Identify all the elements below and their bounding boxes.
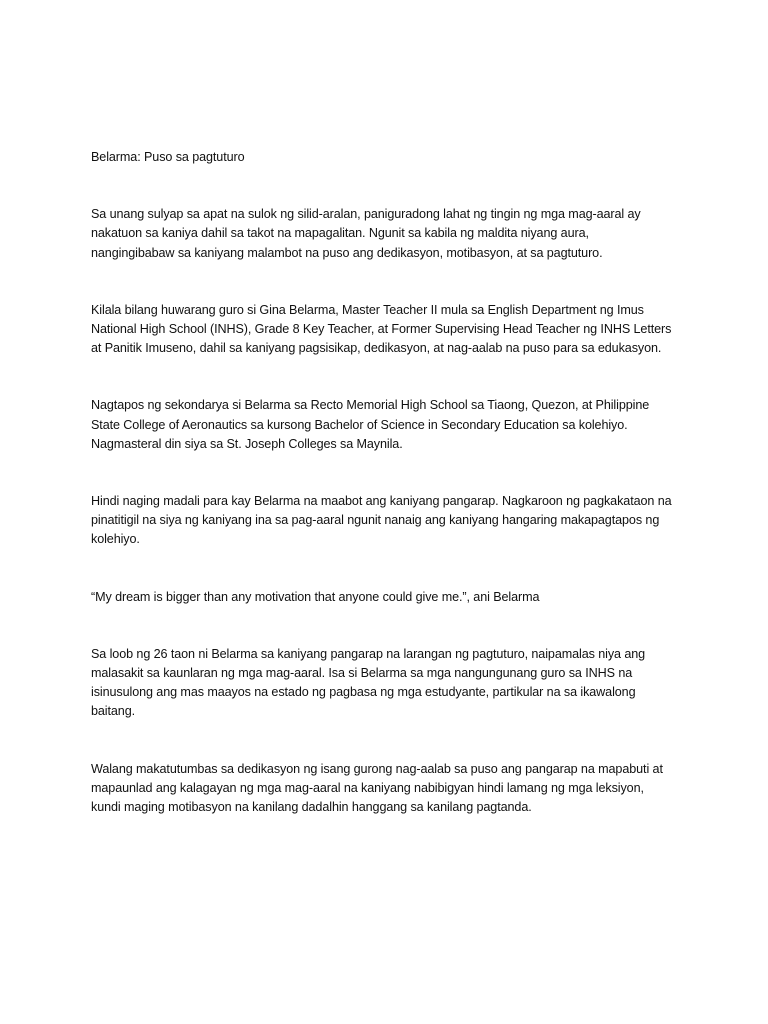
paragraph-line: Nagtapos ng sekondarya si Belarma sa Recto Memorial High School sa Tiaong, Quezon, at Philippine (91, 398, 650, 413)
paragraph-line: kundi maging motibasyon na kanilang dadalhin hanggang sa kanilang pagtanda. (91, 800, 532, 815)
paragraph-line: at Panitik Imuseno, dahil sa kaniyang pagsisikap, dedikasyon, at nag-aalab na puso para sa edukasyon. (91, 341, 662, 356)
paragraph-quote (91, 588, 691, 607)
paragraph-conclusion (91, 760, 691, 818)
paragraph-line: nakatuon sa kaniya dahil sa takot na mapagalitan. Ngunit sa kabila ng maldita niyang aura, (91, 226, 589, 241)
paragraph-line: kolehiyo. (91, 532, 140, 547)
document-title: Belarma: Puso sa pagtuturo (91, 150, 245, 164)
paragraph-career (91, 645, 691, 722)
paragraph-line: “My dream is bigger than any motivation that anyone could give me.”, ani Belarma (91, 589, 540, 604)
paragraph-credentials (91, 301, 691, 359)
paragraph-struggle (91, 492, 691, 550)
paragraph-line: Nagmasteral din siya sa St. Joseph Colleges sa Maynila. (91, 436, 403, 451)
paragraph-line: Walang makatutumbas sa dedikasyon ng isang gurong nag-aalab sa puso ang pangarap na mapabuti at (91, 761, 663, 776)
paragraph-intro (91, 205, 691, 263)
paragraph-line: mapaunlad ang kalagayan ng mga mag-aaral na kaniyang nabibigyan hindi lamang ng mga leksiyon, (91, 780, 644, 795)
document-body (91, 148, 691, 855)
paragraph-line: Kilala bilang huwarang guro si Gina Belarma, Master Teacher II mula sa English Department ng Imus (91, 302, 644, 317)
paragraph-line: Hindi naging madali para kay Belarma na maabot ang kaniyang pangarap. Nagkaroon ng pagkakataon na (91, 494, 672, 509)
paragraph-line: State College of Aeronautics sa kursong Bachelor of Science in Secondary Education sa kolehiyo. (91, 417, 628, 432)
paragraph-line: pinatitigil na siya ng kaniyang ina sa pag-aaral ngunit nanaig ang kaniyang hangaring makapagtapos ng (91, 513, 660, 528)
paragraph-line: malasakit sa kaunlaran ng mga mag-aaral. Isa si Belarma sa mga nangungunang guro sa INHS na (91, 666, 633, 681)
paragraph-education (91, 396, 691, 454)
paragraph-line: National High School (INHS), Grade 8 Key Teacher, at Former Supervising Head Teacher ng INHS Letters (91, 322, 672, 337)
paragraph-line: baitang. (91, 704, 136, 719)
paragraph-line: Sa loob ng 26 taon ni Belarma sa kaniyang pangarap na larangan ng pagtuturo, naipamalas niya ang (91, 646, 646, 661)
paragraph-line: nangingibabaw sa kaniyang malambot na puso ang dedikasyon, motibasyon, at sa pagtuturo. (91, 245, 603, 260)
paragraph-line: isinusulong ang mas maayos na estado ng pagbasa ng mga estudyante, partikular na sa ikawalong (91, 685, 636, 700)
paragraph-line: Sa unang sulyap sa apat na sulok ng silid-aralan, paniguradong lahat ng tingin ng mga mag-aaral ay (91, 207, 641, 222)
